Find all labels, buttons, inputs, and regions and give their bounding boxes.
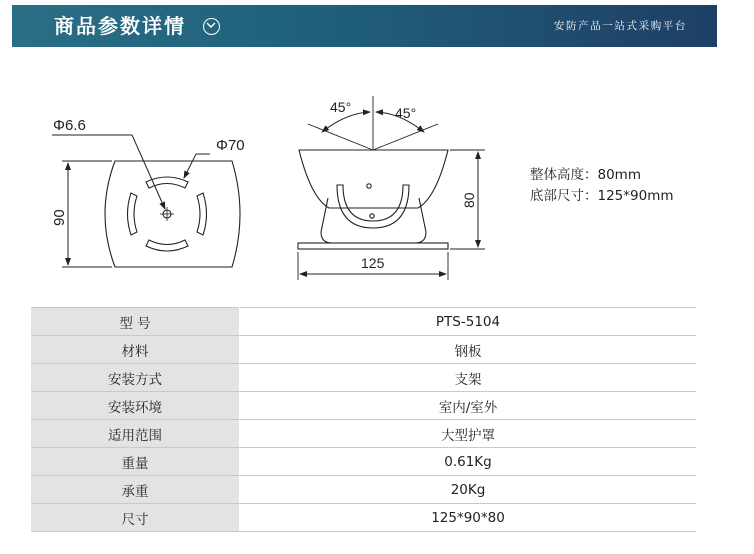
table-row [31,420,696,448]
row-label: 重量 [31,448,240,476]
left-height-label: 90 [51,209,68,226]
table-row [31,308,696,336]
top-view [52,135,240,267]
table-row [31,364,696,392]
slot-left [128,193,138,235]
u-slot [337,185,409,228]
row-label: 材料 [31,336,240,364]
row-value: 0.61Kg [240,448,697,476]
angle-left-label: 45° [330,99,352,115]
row-label: 型 号 [31,308,240,336]
row-value: 支架 [240,364,697,392]
side-hole-bottom [370,214,374,218]
circle-diameter-label: Φ70 [216,137,245,154]
row-value: 室内/室外 [240,392,697,420]
table-row [31,392,696,420]
banner-slogan: 安防产品一站式采购平台 [553,20,687,32]
bowl-outline [299,150,448,208]
row-value: 125*90*80 [240,504,697,532]
base-outline [298,243,448,249]
table-row [31,476,696,504]
banner-title: 商品参数详情 [54,14,186,38]
angle-right-label: 45° [395,105,417,121]
table-row [31,504,696,532]
side-hole-top [367,184,371,188]
table-row [31,448,696,476]
slot-top [146,177,188,188]
slot-bottom [146,240,188,251]
row-label: 适用范围 [31,420,240,448]
row-value: 大型护罩 [240,420,697,448]
row-label: 承重 [31,476,240,504]
right-height-label: 80 [461,192,477,208]
row-label: 尺寸 [31,504,240,532]
row-label: 安装环境 [31,392,240,420]
slot-right [197,193,207,235]
row-label: 安装方式 [31,364,240,392]
table-row [31,336,696,364]
row-value: 20Kg [240,476,697,504]
spec-table [31,307,696,532]
side-view [298,96,485,280]
bottom-width-label: 125 [361,255,385,271]
row-value: 钢板 [240,336,697,364]
hole-diameter-label: Φ6.6 [53,117,86,134]
row-value: PTS-5104 [240,308,697,336]
base-size-text: 底部尺寸：125*90mm [530,188,674,204]
overall-height-text: 整体高度：80mm [530,167,641,183]
